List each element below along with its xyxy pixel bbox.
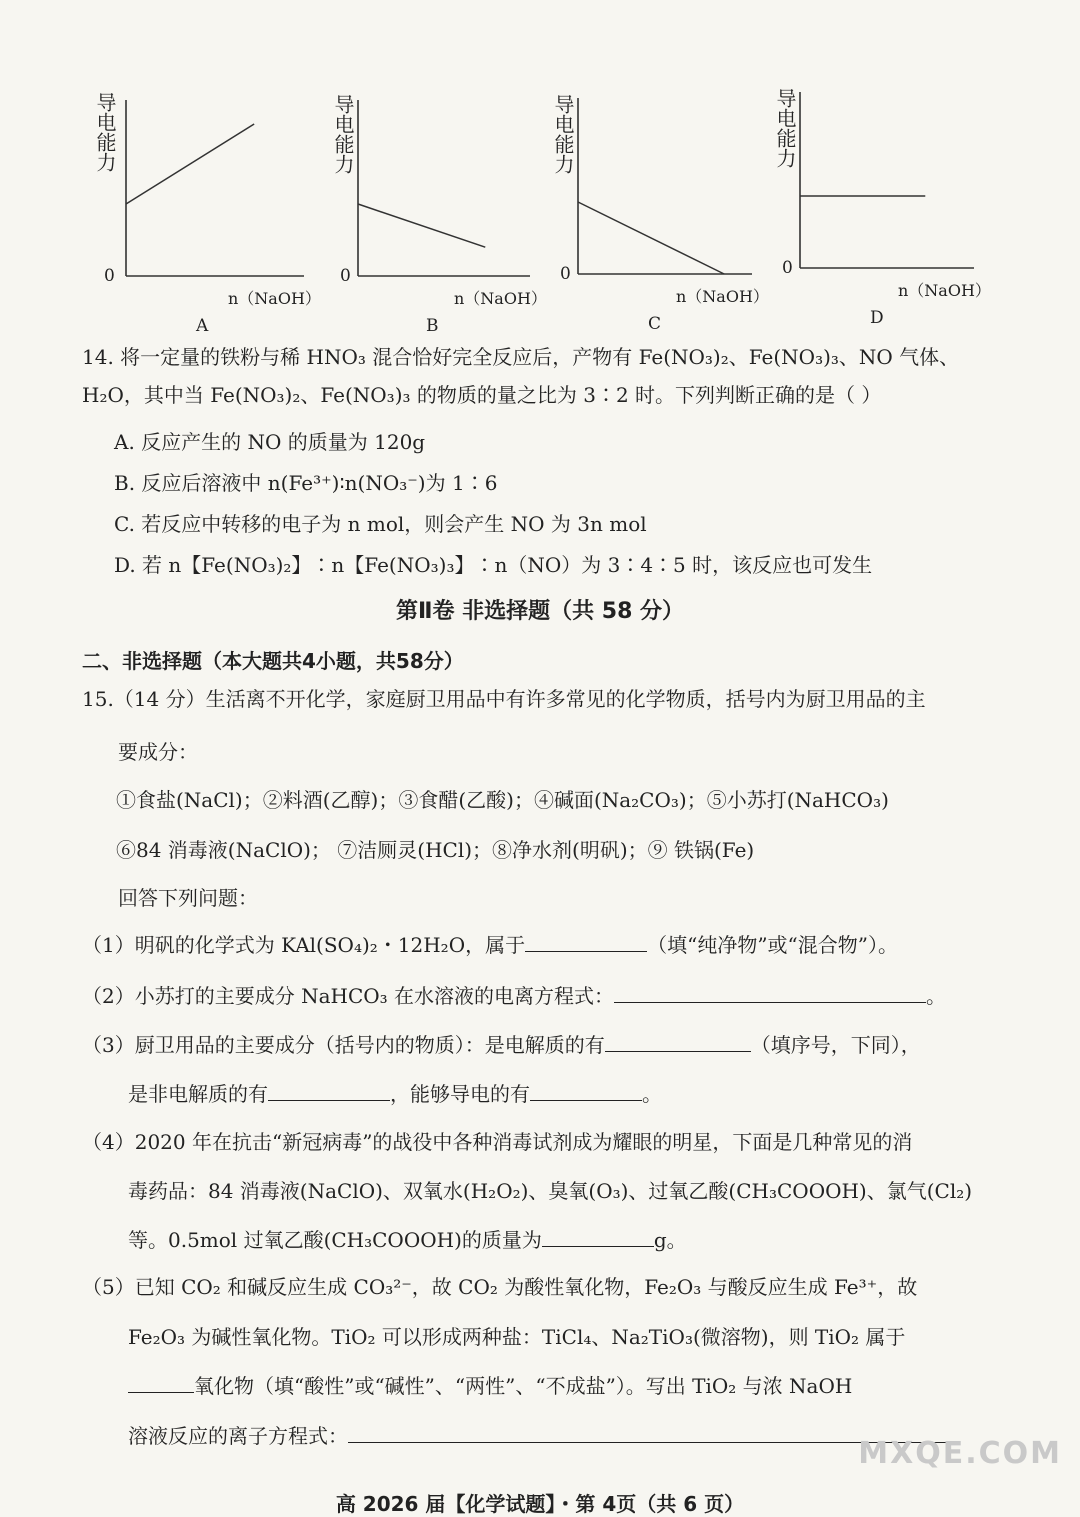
answer-blank-3a[interactable]: [605, 1029, 751, 1052]
answer-blank-5a[interactable]: [128, 1370, 194, 1393]
chart-d: [774, 80, 1004, 340]
q15-part5-line3: [128, 1370, 852, 1399]
chart-x-label: n（NaOH）: [454, 289, 547, 308]
q15-part4-line2: 毒药品：84 消毒液(NaClO)、双氧水(H₂O₂)、臭氧(O₃)、过氧乙酸(CH₃COOOH)、氯气(Cl₂): [128, 1179, 973, 1203]
answer-blank-3b[interactable]: [268, 1078, 390, 1101]
q15-part4-line3: [128, 1224, 687, 1253]
chart-zero-label: 0: [104, 266, 115, 286]
q15-part3-end: 。: [642, 1082, 662, 1106]
q14-option-a: A. 反应产生的 NO 的质量为 120g: [114, 430, 426, 454]
chart-caption: C: [648, 314, 662, 334]
q14-stem-line2: H₂O，其中当 Fe(NO₃)₂、Fe(NO₃)₃ 的物质的量之比为 3∶2 时。下列判断正确的是（ ）: [82, 383, 882, 407]
chart-caption: B: [426, 316, 439, 336]
q14-option-b: B. 反应后溶液中 n(Fe³⁺)∶n(NO₃⁻)为 1∶6: [114, 471, 498, 495]
chart-y-label: 导电能力: [331, 94, 355, 174]
series-line: [578, 202, 724, 274]
watermark: MXQE.COM: [858, 1436, 1062, 1471]
chart-zero-label: 0: [340, 266, 351, 286]
chart-y-label: 导电能力: [773, 88, 797, 168]
q15-answer-prompt: 回答下列问题：: [118, 886, 258, 910]
q15-part1-text: （1）明矾的化学式为 KAl(SO₄)₂・12H₂O，属于: [82, 933, 526, 957]
q15-part4-line1: （4）2020 年在抗击“新冠病毒”的战役中各种消毒试剂成为耀眼的明星，下面是几种常见的消: [82, 1130, 913, 1154]
answer-blank-4[interactable]: [542, 1224, 654, 1247]
series-line: [358, 204, 485, 247]
chart-y-label: 导电能力: [551, 94, 575, 174]
q14-stem-line1: 14. 将一定量的铁粉与稀 HNO₃ 混合恰好完全反应后，产物有 Fe(NO₃)₂、Fe(NO₃)₃、NO 气体、: [82, 345, 960, 369]
charts-row: [0, 80, 1080, 350]
q15-part3-text: （3）厨卫用品的主要成分（括号内的物质）：是电解质的有: [82, 1033, 605, 1057]
answer-blank-1[interactable]: [525, 929, 647, 952]
q15-part3-line2: [128, 1078, 662, 1107]
chart-x-label: n（NaOH）: [228, 289, 321, 308]
answer-blank-2[interactable]: [614, 980, 926, 1003]
chart-x-label: n（NaOH）: [898, 281, 991, 300]
chart-caption: D: [870, 308, 884, 328]
q15-part5-text: 氧化物（填“酸性”或“碱性”、“两性”、“不成盐”）。写出 TiO₂ 与浓 NaOH: [194, 1374, 853, 1398]
q15-stem-line2: 要成分：: [118, 740, 198, 764]
q15-part2-tail: 。: [926, 984, 947, 1008]
chart-y-label: 导电能力: [93, 92, 117, 172]
chart-caption: A: [196, 316, 209, 336]
chart-b: [330, 80, 560, 340]
part-title: 二、非选择题（本大题共4小题，共58分）: [82, 649, 464, 673]
chart-zero-label: 0: [782, 258, 793, 278]
page-footer: 高 2026 届【化学试题】・第 4页（共 6 页）: [335, 1492, 745, 1516]
q15-part3-line1: [82, 1029, 921, 1058]
q15-part5-equation-prompt: 溶液反应的离子方程式：: [128, 1424, 348, 1448]
q15-part4-text: 等。0.5mol 过氧乙酸(CH₃COOOH)的质量为: [128, 1228, 542, 1252]
answer-blank-3c[interactable]: [530, 1078, 642, 1101]
q15-part4-tail: g。: [653, 1228, 687, 1252]
series-line: [126, 124, 254, 204]
q15-part5-line2: Fe₂O₃ 为碱性氧化物。TiO₂ 可以形成两种盐：TiCl₄、Na₂TiO₃(微溶物)，则 TiO₂ 属于: [128, 1325, 906, 1349]
chart-zero-label: 0: [560, 264, 571, 284]
q15-part5-line4: [128, 1420, 946, 1449]
q14-option-c: C. 若反应中转移的电子为 n mol，则会产生 NO 为 3n mol: [114, 512, 647, 536]
chart-a: [88, 80, 321, 340]
q15-part3-tail: （填序号，下同），: [750, 1033, 921, 1057]
q15-part5-line1: （5）已知 CO₂ 和碱反应生成 CO₃²⁻，故 CO₂ 为酸性氧化物，Fe₂O₃ 与酸反应生成 Fe³⁺，故: [82, 1275, 918, 1299]
q15-part1: [82, 929, 898, 958]
q15-part2-text: （2）小苏打的主要成分 NaHCO₃ 在水溶液的电离方程式：: [82, 984, 615, 1008]
answer-blank-5b[interactable]: [348, 1420, 946, 1443]
chart-c: [552, 80, 782, 340]
q15-part1-tail: （填“纯净物”或“混合物”）。: [647, 933, 899, 957]
q15-items-line2: ⑥84 消毒液(NaClO)； ⑦洁厕灵(HCl)；⑧净水剂(明矾)；⑨ 铁锅(Fe): [116, 838, 755, 862]
chart-svg: [774, 80, 1004, 340]
section-title: 第Ⅱ卷 非选择题（共 58 分）: [395, 599, 685, 624]
q15-stem-line1: 15.（14 分）生活离不开化学，家庭厨卫用品中有许多常见的化学物质，括号内为厨卫用品的主: [82, 687, 926, 711]
q15-part2: [82, 980, 946, 1009]
q15-items-line1: ①食盐(NaCl)；②料酒(乙醇)；③食醋(乙酸)；④碱面(Na₂CO₃)；⑤小苏打(NaHCO₃): [116, 788, 889, 812]
q14-option-d: D. 若 n【Fe(NO₃)₂】∶n【Fe(NO₃)₃】∶n（NO）为 3∶4∶5 时，该反应也可发生: [114, 553, 873, 577]
chart-x-label: n（NaOH）: [676, 287, 769, 306]
q15-part3-nonelectrolyte: 是非电解质的有: [128, 1082, 268, 1106]
q15-part3-conductive: ，能够导电的有: [390, 1082, 530, 1106]
